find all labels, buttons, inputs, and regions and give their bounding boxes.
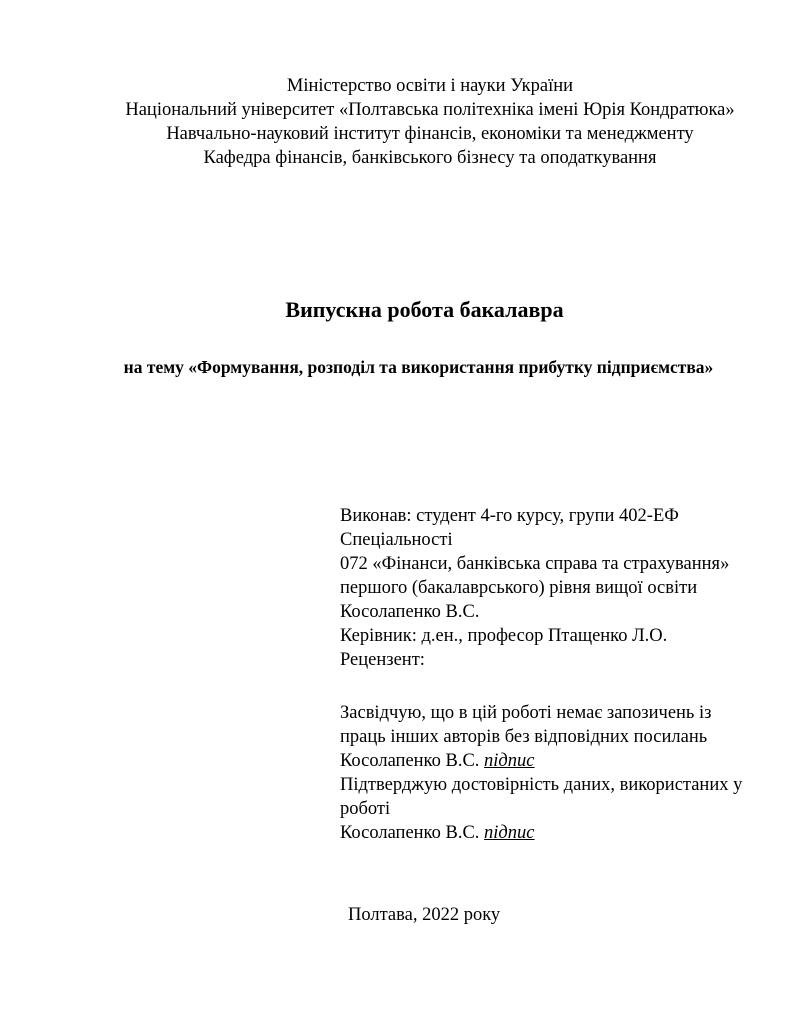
declaration — [340, 701, 742, 845]
info-line: Спеціальності — [340, 530, 453, 550]
department-line: Кафедра фінансів, банківського бізнесу та оподаткування — [203, 148, 657, 168]
declaration-line: Підтверджую достовірність даних, використаних у — [340, 775, 743, 795]
author-name: Косолапенко В.С. — [340, 823, 480, 843]
info-line: Керівник: д.ен., професор Птащенко Л.О. — [340, 626, 668, 646]
declaration-line: Засвідчую, що в цій роботі немає запозичень із — [340, 703, 712, 723]
document-subtitle: на тему «Формування, розподіл та використання прибутку підприємства» — [123, 357, 714, 377]
author-info — [340, 504, 729, 672]
city-year: Полтава, 2022 року — [348, 905, 501, 925]
info-line: першого (бакалаврського) рівня вищої освіти — [340, 578, 698, 598]
institute-line: Навчально-науковий інститут фінансів, економіки та менеджменту — [166, 124, 694, 144]
university-line: Національний університет «Полтавська політехніка імені Юрія Кондратюка» — [125, 100, 735, 120]
declaration-line: праць інших авторів без відповідних посилань — [340, 727, 708, 747]
ministry-line: Міністерство освіти і науки України — [286, 76, 574, 96]
info-line: Рецензент: — [340, 650, 425, 670]
info-line: Косолапенко В.С. — [340, 602, 480, 622]
info-line: Виконав: студент 4-го курсу, групи 402-ЕФ — [340, 506, 679, 526]
signature-placeholder: підпис — [484, 751, 535, 771]
declaration-line: роботі — [340, 799, 391, 819]
author-name: Косолапенко В.С. — [340, 751, 480, 771]
document-title: Випускна робота бакалавра — [285, 297, 564, 322]
signature-placeholder: підпис — [484, 823, 535, 843]
info-line: 072 «Фінанси, банківська справа та страхування» — [340, 554, 730, 574]
